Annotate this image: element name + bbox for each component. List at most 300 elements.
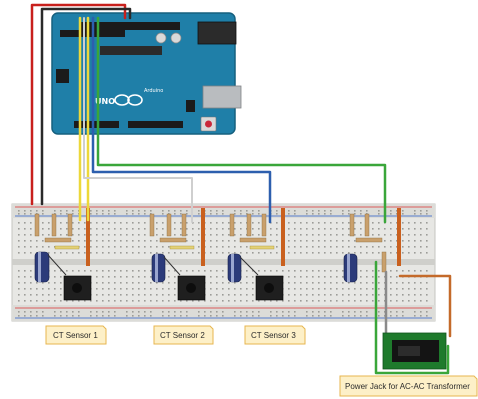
breadboard-hole [126,228,128,230]
breadboard-hole [210,282,212,284]
breadboard-hole [366,288,368,290]
breadboard-hole [324,234,326,236]
breadboard-hole [198,270,200,272]
breadboard-hole [384,228,386,230]
rail-hole [30,315,32,317]
breadboard-hole [60,294,62,296]
breadboard-hole [174,228,176,230]
breadboard-hole [252,300,254,302]
breadboard-hole [402,270,404,272]
rail-hole [378,315,380,317]
breadboard-hole [402,222,404,224]
breadboard-hole [174,300,176,302]
breadboard-hole [318,240,320,242]
breadboard-hole [372,276,374,278]
breadboard-hole [114,276,116,278]
breadboard-hole [354,300,356,302]
rail-hole [24,210,26,212]
breadboard-hole [120,222,122,224]
breadboard-hole [330,252,332,254]
breadboard-hole [114,222,116,224]
breadboard-hole [30,222,32,224]
breadboard-hole [114,270,116,272]
breadboard-hole [408,294,410,296]
rail-hole [96,210,98,212]
rail-hole [240,210,242,212]
breadboard-hole [144,228,146,230]
rail-hole [108,315,110,317]
breadboard-hole [348,252,350,254]
breadboard-hole [342,252,344,254]
rail-hole [276,210,278,212]
breadboard-hole [132,228,134,230]
rail-hole [174,315,176,317]
breadboard-hole [372,246,374,248]
rail-hole [282,315,284,317]
breadboard-hole [336,270,338,272]
breadboard-hole [198,234,200,236]
breadboard-hole [378,276,380,278]
breadboard-hole [258,222,260,224]
breadboard-hole [342,234,344,236]
breadboard-hole [42,228,44,230]
rail-hole [312,315,314,317]
rail-hole [78,311,80,313]
breadboard-hole [234,288,236,290]
breadboard-hole [360,270,362,272]
breadboard-hole [96,300,98,302]
rail-hole [72,210,74,212]
breadboard-hole [156,252,158,254]
breadboard-hole [336,294,338,296]
breadboard-hole [342,282,344,284]
rail-hole [318,315,320,317]
breadboard-hole [108,222,110,224]
rail-hole [36,210,38,212]
breadboard-hole [342,288,344,290]
breadboard-hole [306,222,308,224]
breadboard-hole [210,246,212,248]
breadboard-hole [222,222,224,224]
breadboard-hole [102,252,104,254]
rail-hole [312,311,314,313]
rail-hole [210,210,212,212]
breadboard-hole [342,222,344,224]
breadboard-hole [246,294,248,296]
rail-hole [414,311,416,313]
rail-hole [402,311,404,313]
rail-hole [210,315,212,317]
rail-hole [360,315,362,317]
rail-hole [96,311,98,313]
breadboard-hole [36,246,38,248]
breadboard-hole [156,228,158,230]
breadboard-hole [144,294,146,296]
breadboard-hole [354,240,356,242]
breadboard-hole [114,234,116,236]
breadboard-hole [168,276,170,278]
breadboard-hole [78,252,80,254]
label-power-jack-text: Power Jack for AC-AC Transformer [345,382,470,391]
breadboard-hole [372,228,374,230]
breadboard-hole [216,282,218,284]
rail-hole [114,210,116,212]
breadboard-hole [18,294,20,296]
breadboard-hole [306,282,308,284]
rail-hole [252,315,254,317]
rail-hole [162,311,164,313]
rail-hole [198,315,200,317]
breadboard [12,204,435,321]
breadboard-hole [414,246,416,248]
breadboard-hole [324,228,326,230]
breadboard-hole [258,234,260,236]
rail-hole [114,315,116,317]
rail-hole [414,213,416,215]
breadboard-hole [240,288,242,290]
breadboard-hole [90,270,92,272]
rail-hole [108,213,110,215]
breadboard-hole [108,240,110,242]
breadboard-hole [348,234,350,236]
breadboard-hole [54,294,56,296]
breadboard-hole [414,282,416,284]
breadboard-hole [210,276,212,278]
breadboard-hole [306,294,308,296]
breadboard-hole [240,294,242,296]
breadboard-hole [198,222,200,224]
rail-hole [324,213,326,215]
breadboard-hole [54,270,56,272]
breadboard-hole [48,246,50,248]
breadboard-hole [378,234,380,236]
breadboard-hole [420,234,422,236]
breadboard-hole [132,222,134,224]
breadboard-hole [72,234,74,236]
breadboard-hole [324,252,326,254]
breadboard-hole [276,222,278,224]
rail-hole [330,213,332,215]
breadboard-hole [138,270,140,272]
rail-hole [102,213,104,215]
breadboard-hole [408,228,410,230]
rail-hole [330,210,332,212]
breadboard-hole [342,294,344,296]
breadboard-hole [168,246,170,248]
breadboard-hole [324,240,326,242]
rail-hole [132,210,134,212]
breadboard-hole [324,222,326,224]
breadboard-hole [228,228,230,230]
breadboard-hole [102,234,104,236]
breadboard-hole [156,300,158,302]
rail-hole [30,210,32,212]
rail-hole [54,311,56,313]
rail-hole [144,210,146,212]
breadboard-hole [390,234,392,236]
breadboard-hole [360,252,362,254]
rail-hole [342,210,344,212]
breadboard-hole [30,294,32,296]
breadboard-hole [48,222,50,224]
breadboard-hole [354,282,356,284]
breadboard-hole [210,288,212,290]
breadboard-hole [102,240,104,242]
breadboard-hole [162,288,164,290]
breadboard-hole [150,246,152,248]
breadboard-hole [330,246,332,248]
breadboard-hole [324,270,326,272]
breadboard-hole [192,270,194,272]
rail-hole [30,311,32,313]
breadboard-hole [108,300,110,302]
rail-hole [186,315,188,317]
rail-hole [126,311,128,313]
breadboard-hole [264,270,266,272]
breadboard-hole [30,282,32,284]
rail-hole [42,315,44,317]
breadboard-hole [390,240,392,242]
breadboard-hole [150,300,152,302]
rail-hole [222,315,224,317]
breadboard-hole [90,222,92,224]
breadboard-hole [210,228,212,230]
rail-hole [132,311,134,313]
breadboard-hole [96,228,98,230]
breadboard-hole [408,234,410,236]
breadboard-hole [54,288,56,290]
breadboard-hole [228,294,230,296]
rail-hole [354,210,356,212]
breadboard-hole [378,252,380,254]
breadboard-hole [210,252,212,254]
rail-hole [240,315,242,317]
breadboard-hole [354,252,356,254]
breadboard-hole [30,252,32,254]
breadboard-hole [18,246,20,248]
breadboard-hole [240,222,242,224]
breadboard-hole [384,234,386,236]
breadboard-hole [84,246,86,248]
breadboard-hole [426,234,428,236]
breadboard-hole [378,270,380,272]
breadboard-hole [354,234,356,236]
breadboard-hole [102,276,104,278]
breadboard-hole [78,222,80,224]
breadboard-hole [348,222,350,224]
breadboard-hole [336,234,338,236]
rail-hole [30,213,32,215]
rail-hole [312,213,314,215]
breadboard-hole [132,252,134,254]
breadboard-hole [216,288,218,290]
breadboard-hole [210,270,212,272]
breadboard-hole [174,234,176,236]
breadboard-hole [270,228,272,230]
breadboard-hole [216,252,218,254]
breadboard-hole [120,228,122,230]
rail-hole [288,210,290,212]
breadboard-hole [126,294,128,296]
breadboard-hole [312,234,314,236]
rail-hole [18,213,20,215]
breadboard-hole [108,288,110,290]
breadboard-hole [102,294,104,296]
breadboard-hole [120,240,122,242]
breadboard-hole [126,246,128,248]
breadboard-hole [252,276,254,278]
rail-hole [180,315,182,317]
breadboard-hole [150,252,152,254]
rail-hole [204,315,206,317]
breadboard-hole [336,246,338,248]
breadboard-hole [366,282,368,284]
breadboard-hole [186,228,188,230]
rail-hole [90,210,92,212]
breadboard-hole [294,270,296,272]
breadboard-hole [366,252,368,254]
rail-hole [312,210,314,212]
rail-hole [294,311,296,313]
rail-hole [420,213,422,215]
breadboard-hole [414,240,416,242]
power-jack [383,333,446,369]
breadboard-hole [102,300,104,302]
breadboard-hole [396,270,398,272]
breadboard-hole [330,240,332,242]
breadboard-hole [180,252,182,254]
breadboard-hole [156,240,158,242]
rail-hole [168,210,170,212]
breadboard-hole [18,228,20,230]
rail-hole [90,213,92,215]
breadboard-hole [378,300,380,302]
breadboard-hole [78,234,80,236]
breadboard-hole [168,288,170,290]
breadboard-hole [36,288,38,290]
breadboard-hole [426,288,428,290]
rail-hole [24,213,26,215]
breadboard-hole [360,234,362,236]
breadboard-hole [18,276,20,278]
breadboard-hole [210,294,212,296]
breadboard-hole [396,282,398,284]
breadboard-hole [408,300,410,302]
breadboard-hole [312,228,314,230]
breadboard-hole [360,228,362,230]
rail-hole [204,311,206,313]
breadboard-hole [30,246,32,248]
breadboard-hole [372,252,374,254]
breadboard-hole [156,234,158,236]
breadboard-hole [156,288,158,290]
rail-hole [90,311,92,313]
rail-hole [138,213,140,215]
rail-hole [414,210,416,212]
breadboard-hole [78,240,80,242]
breadboard-hole [138,276,140,278]
breadboard-hole [72,222,74,224]
breadboard-hole [372,222,374,224]
breadboard-hole [42,222,44,224]
breadboard-hole [228,240,230,242]
breadboard-hole [330,300,332,302]
rail-hole [72,315,74,317]
breadboard-hole [48,300,50,302]
breadboard-hole [414,228,416,230]
rail-hole [426,210,428,212]
breadboard-hole [162,222,164,224]
breadboard-hole [420,282,422,284]
breadboard-hole [132,234,134,236]
breadboard-hole [36,300,38,302]
label-sensor-2 [154,326,213,344]
breadboard-hole [354,246,356,248]
rail-hole [306,315,308,317]
breadboard-hole [312,270,314,272]
breadboard-hole [288,270,290,272]
rail-hole [186,210,188,212]
breadboard-hole [132,276,134,278]
rail-hole [162,315,164,317]
rail-hole [18,315,20,317]
breadboard-hole [408,246,410,248]
breadboard-hole [24,294,26,296]
breadboard-hole [348,294,350,296]
breadboard-hole [18,252,20,254]
breadboard-hole [306,228,308,230]
rail-hole [246,210,248,212]
rail-hole [54,315,56,317]
breadboard-hole [192,252,194,254]
rail-hole [240,213,242,215]
breadboard-hole [264,252,266,254]
breadboard-hole [234,300,236,302]
rail-hole [168,311,170,313]
breadboard-hole [138,222,140,224]
breadboard-hole [72,240,74,242]
breadboard-hole [390,300,392,302]
rail-hole [378,213,380,215]
breadboard-hole [318,222,320,224]
breadboard-hole [120,294,122,296]
breadboard-hole [222,234,224,236]
breadboard-hole [348,300,350,302]
breadboard-hole [42,240,44,242]
breadboard-hole [294,234,296,236]
breadboard-hole [336,300,338,302]
breadboard-hole [366,246,368,248]
breadboard-hole [120,252,122,254]
breadboard-hole [240,300,242,302]
breadboard-hole [390,276,392,278]
rail-hole [198,311,200,313]
breadboard-hole [228,246,230,248]
breadboard-hole [420,252,422,254]
breadboard-hole [180,270,182,272]
breadboard-hole [396,294,398,296]
rail-hole [144,315,146,317]
breadboard-hole [102,282,104,284]
breadboard-hole [54,252,56,254]
breadboard-hole [156,246,158,248]
breadboard-hole [294,246,296,248]
breadboard-hole [60,228,62,230]
breadboard-hole [312,276,314,278]
breadboard-hole [288,276,290,278]
breadboard-hole [168,294,170,296]
breadboard-hole [168,300,170,302]
